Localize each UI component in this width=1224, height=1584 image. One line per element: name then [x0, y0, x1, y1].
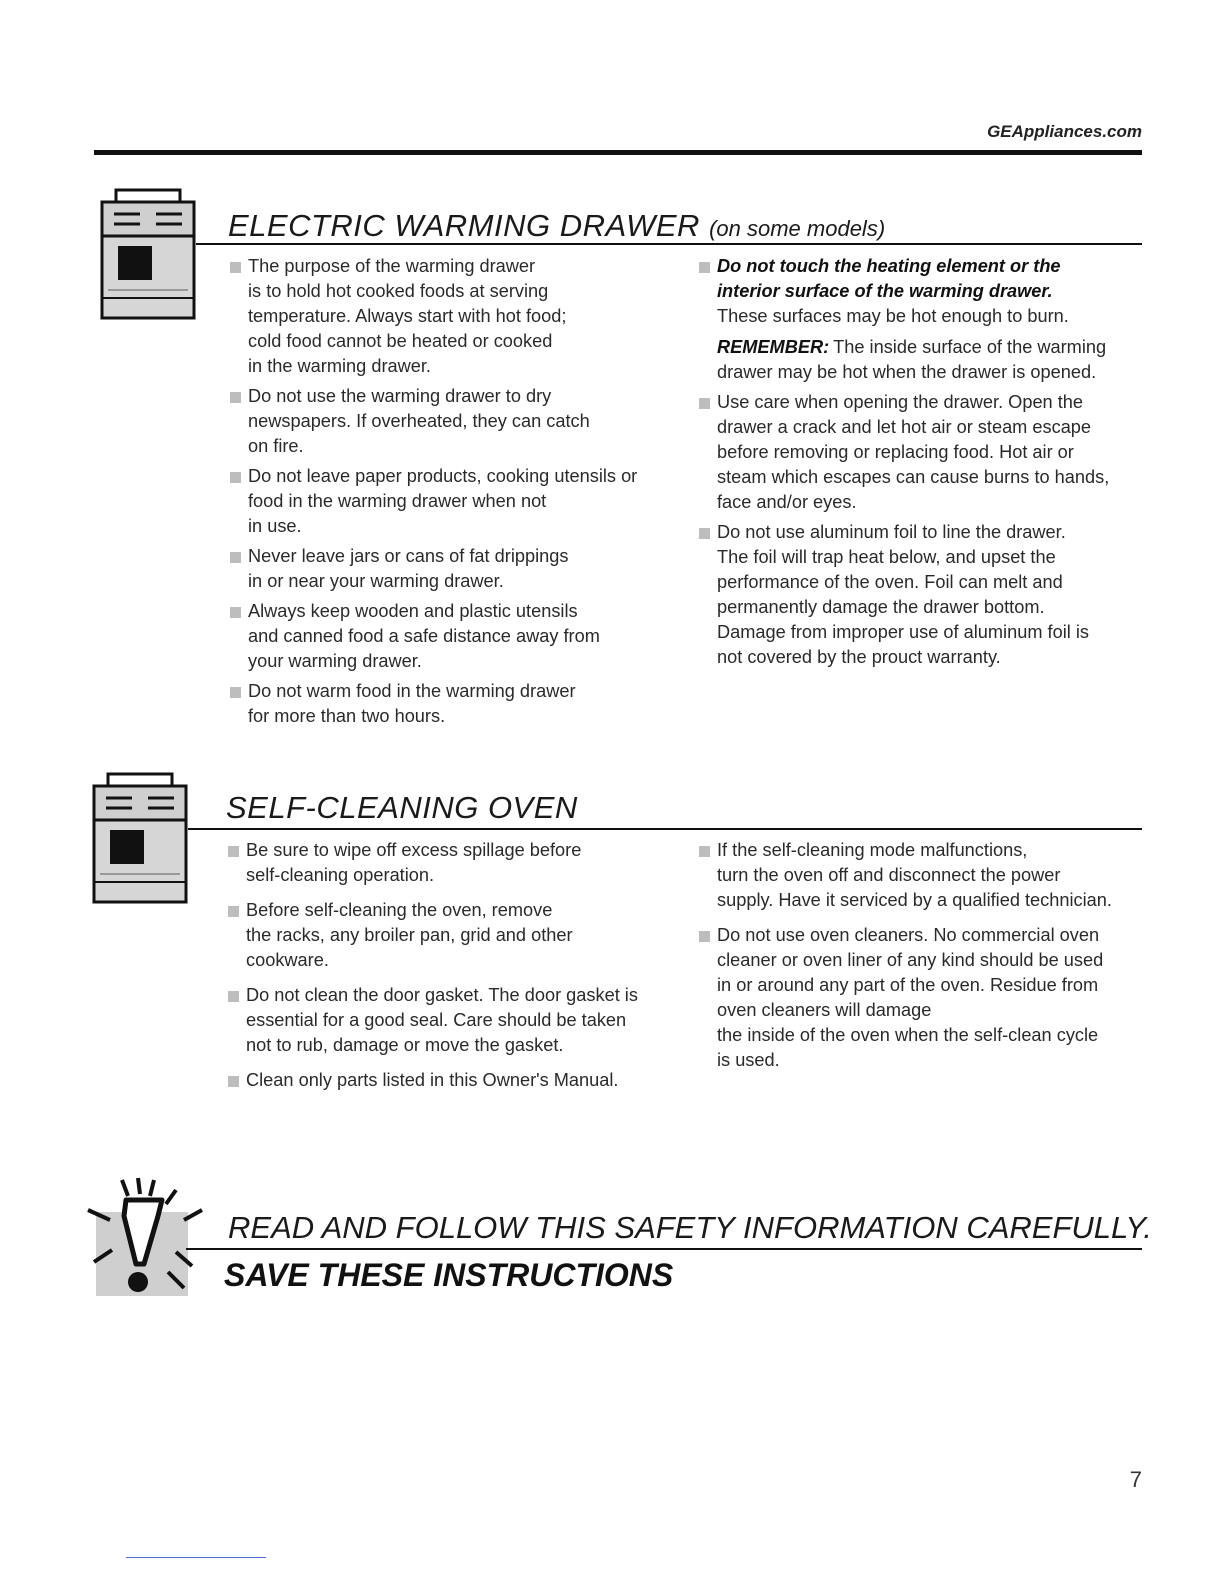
bullet-icon [230, 472, 241, 483]
self-cleaning-left-column [226, 838, 686, 1098]
list-item: Do not use aluminum foil to line the drawer. The foil will trap heat below, and upset the performance of the oven. Foil can melt and permanently damage the drawer bottom. Damage from improper use of aluminum foil is not covered by the prouct warranty. [697, 520, 1147, 670]
bullet-icon [230, 607, 241, 618]
list-item: If the self-cleaning mode malfunctions, turn the oven off and disconnect the power supply. Have it serviced by a qualified technician. [697, 838, 1147, 913]
bullet-icon [228, 1076, 239, 1087]
list-item: Do not use the warming drawer to dry newspapers. If overheated, they can catch on fire. [228, 384, 678, 459]
site-url: GEAppliances.com [987, 122, 1142, 141]
bullet-icon [230, 687, 241, 698]
warming-drawer-title: ELECTRIC WARMING DRAWER [228, 208, 700, 243]
footer-link-line [126, 1557, 266, 1558]
warming-drawer-subtitle: (on some models) [709, 216, 886, 241]
bullet-icon [230, 552, 241, 563]
list-item: Use care when opening the drawer. Open the drawer a crack and let hot air or steam escape before removing or replacing food. Hot air or steam which escapes can cause burns to hands, face and/or eyes. [697, 390, 1147, 515]
bullet-icon [228, 906, 239, 917]
list-item: Always keep wooden and plastic utensils and canned food a safe distance away from your warming drawer. [228, 599, 678, 674]
self-cleaning-right-column [697, 838, 1147, 1078]
header-rule [94, 150, 1142, 155]
save-instructions: SAVE THESE INSTRUCTIONS [224, 1257, 674, 1293]
list-item: The purpose of the warming drawer is to hold hot cooked foods at serving temperature. Always start with hot food; cold food cannot be heated or cooked in the warming drawer. [228, 254, 678, 379]
warming-drawer-right-column [697, 254, 1147, 675]
range-icon [98, 186, 198, 322]
bullet-icon [230, 392, 241, 403]
self-cleaning-rule [188, 828, 1142, 830]
warming-drawer-left-column [228, 254, 678, 734]
list-item: Do not clean the door gasket. The door gasket is essential for a good seal. Care should be taken not to rub, damage or move the gasket. [226, 983, 686, 1058]
warning-exclamation-icon [80, 1176, 210, 1300]
self-cleaning-title: SELF-CLEANING OVEN [226, 790, 578, 825]
safety-rule [186, 1248, 1142, 1250]
range-icon [90, 770, 190, 906]
bullet-icon [699, 846, 710, 857]
list-item: Before self-cleaning the oven, remove the racks, any broiler pan, grid and other cookware. [226, 898, 686, 973]
list-item: Clean only parts listed in this Owner's Manual. [226, 1068, 686, 1093]
page-number: 7 [1129, 1467, 1142, 1492]
bullet-icon [699, 262, 710, 273]
list-item: Do not use oven cleaners. No commercial oven cleaner or oven liner of any kind should be used in or around any part of the oven. Residue from oven cleaners will damage the inside of the oven when the self-clean cycle is used. [697, 923, 1147, 1073]
bullet-icon [230, 262, 241, 273]
warming-drawer-heading [228, 208, 885, 244]
bullet-icon [699, 931, 710, 942]
list-item: Be sure to wipe off excess spillage before self-cleaning operation. [226, 838, 686, 888]
list-item: Never leave jars or cans of fat drippings in or near your warming drawer. [228, 544, 678, 594]
warning-text: Do not touch the heating element or the interior surface of the warming drawer. [717, 256, 1061, 301]
bullet-icon [699, 528, 710, 539]
bullet-icon [228, 991, 239, 1002]
list-item: Do not touch the heating element or the interior surface of the warming drawer. These surfaces may be hot enough to burn. REMEMBER: The inside surface of the warming drawer may be hot when the drawer is opened. [697, 254, 1147, 385]
remember-label: REMEMBER: [717, 337, 830, 357]
bullet-icon [228, 846, 239, 857]
safety-read-follow: READ AND FOLLOW THIS SAFETY INFORMATION CAREFULLY. [228, 1210, 1152, 1245]
warming-drawer-rule [196, 243, 1142, 245]
list-item: Do not warm food in the warming drawer for more than two hours. [228, 679, 678, 729]
bullet-icon [699, 398, 710, 409]
list-item: Do not leave paper products, cooking utensils or food in the warming drawer when not in use. [228, 464, 678, 539]
